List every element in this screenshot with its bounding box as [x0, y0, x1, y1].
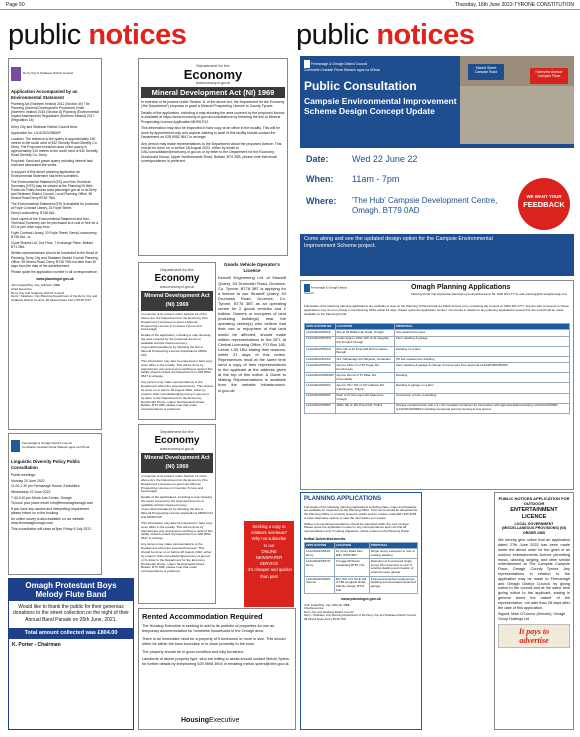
council-logo: Derry City & Strabane District Council	[11, 61, 99, 87]
table-row: LA10/2022/0591/O 60m NE of 40 Drumduff Rd Formaskin, Beragh Dwelling on a farm	[305, 346, 570, 356]
act-bar: Mineral Development Act (NI) 1969	[141, 87, 285, 98]
table-row: LA10/2022/0649/F Rear of 67 Drumquin Rd Sedenone Omagh Conversion of barn to dwelling	[305, 393, 570, 403]
goods-title: Goods Vehicle Operator's Licence	[224, 262, 280, 273]
omagh-planning	[300, 280, 574, 490]
table-row: LA10/2022/0639/F Approx 70m SW of 167 Gallows Rd, Carrickmore, Tullyrin Dwelling & garage on a farm	[305, 383, 570, 393]
issue-line: Thursday, 16th June 2022-TYRONE CONSTITUTION	[454, 2, 574, 8]
campsie-council-logo: Fermanagh & Omagh District Council Comhairle Ceantair Fhear Manach agus na hÓmaí	[304, 61, 381, 72]
omagh-planning-table: APPLICATION NO LOCATION PROPOSAL LA10/2022/0530/F Site at 45 Ballyrenan Road, Omagh Two detached houses LA10/2022/0578/O Lands approx 100m NW of 44 Vaughan Rd, Dregish Omagh Farm dwelling & garage LA10/2022/0591/O 60m NE of 40 Drumduff Rd Formaskin, Beragh Dwelling on a farm LA10/2022/0613/F 112 Tubbaniagh Rd Tattykeel, Gortaclare Off site replacement dwelling LA10/2022/0625/F Approx 100m N of 38 Tirgan Rd, Knockmoyle Farm dwelling & garage & change of house type from approval LA10/2018/0456/RM LA10/2022/0638/RM Approx 20m E of 57 Killen Rd, Drumnakilly Dwelling LA10/2022/0639/F Approx 70m SW of 167 Gallows Rd, Carrickmore, Tullyrin Dwelling & garage on a farm LA10/2022/0649/F Rear of 67 Drumquin Rd Sedenone Omagh Conversion of barn to dwelling LA10/2022/0658/F 480m NE of 181 Plumb Rd, Tullick Storage container/store with a 2 x 40' insulated containers for Association with agricultural/land Holding LA10/2014/0098/F (LA10/2016/0098/F) including compound security fencing & new access	[304, 323, 570, 414]
rented-title: Rented Accommodation Required	[142, 612, 263, 621]
act-bar: Mineral Development Act (NI) 1969	[141, 453, 213, 473]
it-pays-to-advertise: It pays to advertise	[498, 624, 570, 648]
fo-logo: Fermanagh & Omagh District Council	[304, 285, 347, 295]
subscribe-ad[interactable]: Seeking a copy to relatives overseas? Why not subscribe to our ONLINE NEWSPAPER SERVICE - it's cheaper and quicker than post	[244, 521, 294, 607]
economy-logo: Department for the Economy www.economy-ni.gov.uk	[154, 429, 200, 451]
table-row: LA10/2022/0625/F Approx 100m N of 38 Tirgan Rd, Knockmoyle Farm dwelling & garage & change of house type from approval LA10/2018/0456/RM	[305, 363, 570, 373]
masthead-public: public	[8, 20, 89, 50]
table-row: LA11/2022/0564/F Derry 10 Urney Road Sion Mills, BT82 9RT Single storey extension to rear of existing dwelling	[305, 549, 418, 559]
signoff: John Kelpie/Mrg. City, Hillmuth, MBE Chief Executive Derry City and Strabane District Council Derry / Strabane: City Planning Department of the Derry City and Strabane District Council, 98 Strand Road, Derry BT48 7NN	[11, 283, 98, 303]
campsie-consultation	[300, 56, 574, 276]
planning-web: www.planningni.gov.uk	[36, 276, 74, 281]
derry-env-statement	[8, 58, 102, 430]
rented-accommodation	[138, 608, 296, 730]
masthead-public: public	[296, 20, 377, 50]
linguistic-body: Public meetings: Monday 20 June 2022 11.00-1.30 pm Fermanagh House, Enniskillen Wednesday 22 June 2022 7.30-9.30 pm Strule Arts Centre, Omagh To book your place email: info@fermanaghomagh.com If you have any access and interpreting requirement please inform us in the booking. An online survey is also available on our website www.fermanaghomagh.com This consultation will close at 5pm Friday 8 July 2022.	[11, 473, 94, 531]
derry-planning-heading: PLANNING APPLICATIONS	[304, 496, 382, 502]
notice-title: Application Accompanied by an Environmental Statement	[11, 89, 78, 100]
economy-logo: Department for the Economy www.economy-ni.gov.uk	[154, 267, 200, 289]
band-notice	[8, 578, 134, 730]
fo-crest-icon	[304, 60, 310, 68]
council-crest-icon	[11, 67, 21, 81]
economy-notice: Department for the Economy www.economy-ni.gov.uk Mineral Development Act (NI) 1969 In exercise of its powers under Section 11 of the above Act, the Department for the Economy ('the Department') proposes to grant a Mineral Prospecting Licence to County Tyrone. Details of the application, including a map showing the area covered by the proposed licence is available at https://www.economy-ni.gov.uk/consultations by following the link to Mineral Prospecting Licence Application MDPA F22. This information may also be inspected in hard copy at an office in the locality. This will be done by appointment only and anyone wishing to avail of this facility should contact the Department on 028 9052 9617 to arrange. Any person may make representations to the Department about the proposed licence. This should be done on or before 28 August 2022, either by email to GSU.consultation@economy-ni.gov.uk or by letter to the Department for the Economy, Dundonald House, Upper Newtownards Road, Belfast, BT4 3SB, please note that email correspondence is preferred.	[138, 58, 288, 256]
omagh-planning-title: Omagh Planning Applications	[411, 284, 511, 291]
economy-notice: Department for the Economy www.economy-ni.gov.uk Mineral Development Act (NI) 1969 In exercise of its powers under Section 11 of the above Act, the Department for the Economy ('the Department') proposes to grant two Mineral Prospecting Licences in Counties Tyrone and Fermanagh. Details of the applications, including a map showing the areas covered by the proposed licences is available at https://www.economy-ni.gov.uk/consultations by following the link to Mineral Prospecting Licence Applications MDPA F24 and MDPA F25. This information may also be inspected in hard copy at an office in the locality. This will be done by appointment only and anyone wishing to avail of this facility should contact the Department on 028 9052 9617 to arrange. Any person may make representations to the Department about the proposed licences. This should be done on or before 28 August 2022, either by email to GSU.consultation@economy-ni.gov.uk or by letter to the Department for the Economy, Dundonald House, Upper Newtownards Road, Belfast, BT4 3SB, please note that email correspondence is preferred.	[138, 424, 216, 604]
notice-body: Planning Act (Northern Ireland) 2011 (Section 40) The Planning (General Development Procedure) Order (Northern Ireland) 2015 (Section 8) Planning (Environmental Impact Assessment) Regulations (Northern Ireland) 2017 (Regulation 18) Derry City and Strabane District Council Area Application No. LA11/2022/0508/F Location: The entrance to the quarry is approximately 160 metres to the south west of 532 Glenelly Road Glenelly Co. Derry. The Proposed extraction area of the quarry is approximately 310 metres to the south west of 532 Glenelly Road Glenelly Co. Derry. Proposal: Sand and gravel quarry including internal haul road and associated site works. In support of this above planning application an Environmental Statement has been submitted. The Environmental Statement (ES) and Non-Technical Summary (NTS) may be viewed at the Planning NI Web Portal via Public Access www.planningni.gov.uk or at Derry and Strabane District Council, Local Planning Office, 98 Strand Road Derry BT48 7NN. The Environmental Statement (ES) is available for purchase at Foyle Contract Library, 33 Foyle Street, Derry/Londonderry, BT48 6AL. Hard copies of the Environmental Statement and Non-Technical Summary can be purchased at a cost or free for a CD or pen drive copy from Foyle Contract Library, 33 Foyle Street, Derry/Londonderry, BT48 6AL, or Clyde Shanks Ltd, 2nd Floor, 7 Exchange Place, Belfast BT1 2NA Written representations should be forwarded to the Head of Planning, Derry City and Strabane District Council Planning Office, 98 Strand Road, Derry, BT48 7NN not later than 30 days from the date of the advertisement. Please quote the application number in all correspondence.	[11, 102, 99, 274]
table-row: LA10/2022/0530/F Site at 45 Ballyrenan Road, Omagh Two detached houses	[305, 330, 570, 336]
table-row: LA11/2022/0537/F Derry 3 Foggerhill Road Castlederg BT81 7HL Retention of & proposed single storey 15m extension to rear of existing dwelling and creation of external mews garage	[305, 559, 418, 577]
street-label-2: Holmview Avenue Campsie Place	[530, 68, 568, 84]
street-label-1: Market Street Campsie Road	[468, 64, 504, 80]
linguistic-heading: Linguistic Diversity Policy Public Consultation	[11, 459, 81, 470]
masthead-left	[8, 20, 288, 50]
masthead-right	[296, 20, 576, 50]
campsie-heading1: Public Consultation	[304, 79, 417, 93]
entertainment-licence: PUBLIC NOTICES APPLICATION FOR OUTDOOR ENTERTAINMENT LICENCE LOCAL GOVERNMENT (MISCELLANEOUS PROVISIONS) (NI) ORDER 1985 We hereby give notice that an application dated 27th June 2022 has been made under the above order for the grant of an outdoor entertainments licence permitting music, dancing, singing, and other similar entertainment at The Campsie Campsie Place, Omagh, County Tyrone. Any representations in relation to the application may be made to Fermanagh and Omagh District Council, by giving notice to the council and at the same time giving notice to the applicant, stating in general terms the nature of the representation, not later than 28 days after the date of this application. Signed: Mark O'Connor (Director), Omagh Group Holdings Ltd It pays to advertise	[494, 492, 574, 730]
fo-crest-icon	[11, 440, 20, 452]
campsie-details: Date: Wed 22 June 22 When: 11am - 7pm Where: 'The Hub' Campsie Development Centre, Omagh. BT79 0AD WE WANT YOUR FEEDBACK	[300, 148, 574, 234]
table-row: LA10/2022/0578/O Lands approx 100m NW of 44 Vaughan Rd, Dregish Omagh Farm dwelling & garage	[305, 336, 570, 346]
housing-logo: HousingExecutive	[181, 717, 240, 725]
derry-planning: PLANNING APPLICATIONS Full details of the following planning applications including plans, maps and drawings are available for inspection at the Planning Office. Comments should be advertised at the Planning Office or currently closed to public access, please email 028 7125 3253 to have alternative options to view the information you require. Written comments/representations should be submitted within the next 14 days. Please quote the application number in any correspondence and note that all representations and, if making objections, will be posted on the Planning Portal. Initial Advertisements APPLICATION LOCATION PROPOSAL LA11/2022/0564/F Derry 10 Urney Road Sion Mills, BT82 9RT Single storey extension to rear of existing dwelling LA11/2022/0537/F Derry 3 Foggerhill Road Castlederg BT81 7HL Retention of & proposed single storey 15m extension to rear of existing dwelling and creation of external mews garage LA11/2022/0548/F Spence 60m SW of 5 North Hill of 180 Longland Road, Claudy, Claudy, BT47 4JG Proposed detached replacement dwelling and associated detached garage www.planningni.gov.uk John Kelpie/Mrg. City, Hillmuth, MBE Chief Executive Derry City and Strabane District Council Derry / Strabane: City Planning Department of the Derry City and Strabane District Council, 98 Strand Road, Derry BT48 7NN	[300, 492, 422, 730]
campsie-heading2: Campsie Environmental Improvement Scheme Design Concept Update	[304, 96, 457, 116]
band-total: Total amount collected was £804.00	[9, 628, 133, 639]
band-body: Would like to thank the public for their generous donations to the street collection on the night of their Annual Band Parade on 26th June, 2021.	[13, 604, 129, 623]
goods-vehicle-notice	[218, 262, 286, 514]
campsie-footer: Come along and see the updated design option for the Campsie Environmental Improvement Scheme project.	[304, 236, 493, 249]
page-number: Page 50	[6, 2, 25, 8]
economy-notice: Department for the Economy www.economy-ni.gov.uk Mineral Development Act (NI) 1969 In exercise of its powers under Section 11 of the above Act, the Department for the Economy ('the Department') proposes to grant a Mineral Prospecting Licence in Counties Tyrone and Fermanagh. Details of the application, including a map showing the area covered by the proposed licence is available at https://www.economy-ni.gov.uk/consultations by following the link to Mineral Prospecting Licence Applications MDPA F23. This information may also be inspected in hard copy at an office in the locality. This will be done by appointment only and anyone wishing to avail of this facility should contact the Department on 028 9052 9617 to arrange. Any person may make representations to the Department about the proposed licence. This should be done on or before 28 August 2022, either by email to GSU.consultation@economy-ni.gov.uk or by letter to the Department for the Economy, Dundonald House, Upper Newtownards Road, Belfast, BT4 3SB, please note that email correspondence is preferred.	[138, 262, 216, 420]
linguistic-consultation	[8, 433, 102, 575]
masthead-notices: notices	[376, 20, 475, 50]
feedback-badge: WE WANT YOUR FEEDBACK	[518, 178, 570, 230]
masthead-notices: notices	[88, 20, 187, 50]
table-row: LA11/2022/0548/F Spence 60m SW of 5 North Hill of 180 Longland Road, Claudy, Claudy, BT47 4JG Proposed detached replacement dwelling and associated detached garage	[305, 576, 418, 594]
band-sign: K. Porter - Chairman	[12, 642, 61, 649]
band-title: Omagh Protestant Boys Melody Flute Band	[9, 579, 133, 601]
fo-logo: Fermanagh & Omagh District Council Comhairle Ceantair Fhear Manach agus na hÓmaí	[11, 436, 99, 456]
table-row: LA10/2022/0638/RM Approx 20m E of 57 Killen Rd, Drumnakilly Dwelling	[305, 373, 570, 383]
goods-body: Kenvell Engineering Ltd, of Stradoff Quarry, 94 Drumnish Road, Dromore, Co. Tyrone, BT78 3BT is applying for a licence to use Stradoff Quarry, 94 Drumnish Road, Dromore, Co. Tyrone, BT78 3BT as an operating centre for 2 goods vehicles and 2 trailers. Owners or occupiers of land (including buildings) near the operating centre(s) who believe that their use or enjoyment of that land would be affected, should make written representations to the DFI, at Central Licensing Office, PO Box 180, Leeds, LS9 1BU stating their reasons, within 21 days of this notice. Representors must at the same time send a copy of their representations to the applicant at the address given at the top of this notice. A Guide to Making Representations is available from the website Infrastructure-ni.gov.uk/	[218, 275, 286, 393]
street-photo	[460, 56, 574, 144]
act-bar: Mineral Development Act (NI) 1969	[141, 291, 213, 311]
omagh-planning-contact: Planning Portal: http://epicpublic.planningni.gov.uk/publicaccess/ Tel: 0300 303 1777 E-mail: planning@fermanaghomagh.com	[411, 292, 568, 296]
table-row: LA10/2022/0613/F 112 Tubbaniagh Rd Tattykeel, Gortaclare Off site replacement dwelling	[305, 356, 570, 362]
table-row: LA10/2022/0658/F 480m NE of 181 Plumb Rd, Tullick Storage container/store with a 2 x 40' insulated containers for Association with agricultural/land Holding LA10/2014/0098/F (LA10/2016/0098/F) including compound security fencing & new access	[305, 403, 570, 413]
economy-logo: Department for the Economy www.economy-ni.gov.uk	[183, 63, 243, 85]
rented-body: The Housing Executive is seeking to add to its portfolio of properties for use as temporary accommodation for homeless households in the Omagh area. There is an immediate need for a property of 5 bedrooms or more in size. This should either be within the town boundary or in close proximity to the town. The property should be in good condition and fully furnished. Landlords of above property type, who are willing to assist should contact Melvin Spiers for further details by telephoning 028 9598 3904 or emailing melvin.spiers@nihe.gov.uk.	[142, 624, 290, 667]
omagh-planning-intro: Full details of the following planning applications are available to view on the Planning NI Web Portal via Public Access or by contacting the Council on 0300 303 1777. Anyone with comments on these applications may do so in writing to the Planning Office within 14 days. Please quote the application number. Comments in relation to any planning applications received by the council will be made available on the Planning Portal.	[304, 304, 569, 316]
page-header	[0, 0, 580, 10]
